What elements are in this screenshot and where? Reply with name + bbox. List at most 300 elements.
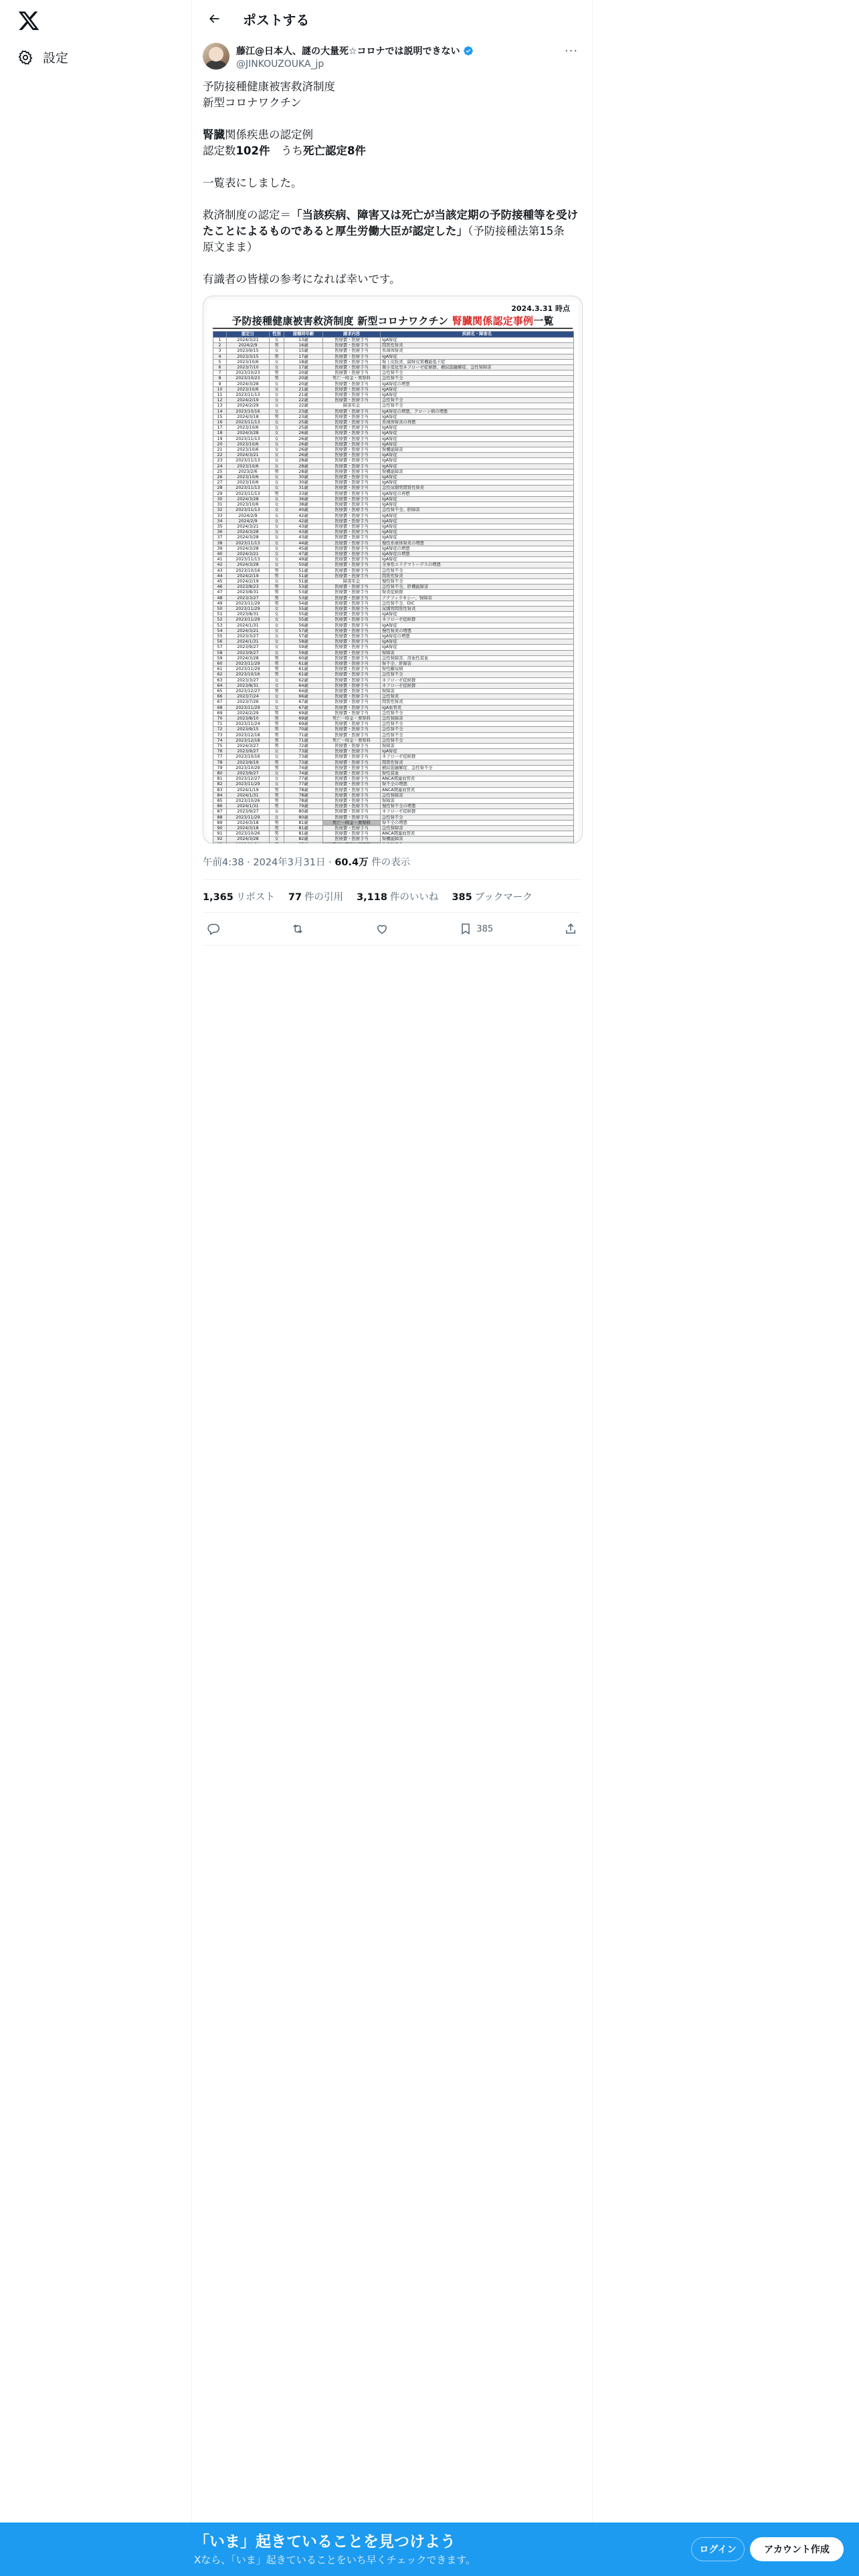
table-cell: 男 [270,414,284,419]
table-cell: 医療費・医療手当 [323,568,381,573]
table-cell: 21歳 [284,393,323,398]
table-cell: 男 [270,722,284,727]
table-cell: 男 [270,672,284,677]
table-cell: 38歳 [284,502,323,508]
table-cell: 医療費・医療手当 [323,815,381,820]
table-cell: 74歳 [284,765,323,770]
table-cell: 男 [270,831,284,837]
table-cell: 2023/9/27 [227,645,270,650]
table-row [213,760,574,765]
table-cell: 19 [213,436,227,441]
table-cell: 医療費・医療手当 [323,612,381,617]
table-cell: 30歳 [284,475,323,480]
table-cell: 医療費・医療手当 [323,710,381,716]
table-cell: 55歳 [284,617,323,623]
table-cell: 32 [213,508,227,513]
table-cell: 女 [270,557,284,562]
table-cell: 2023/8/10 [227,716,270,722]
table-cell: 80歳 [284,809,323,815]
table-cell: 10 [213,387,227,392]
table-row [213,496,574,502]
table-row [213,370,574,376]
author-name[interactable]: 藤江@日本人、謎の大量死☆コロナでは説明できない [236,46,460,57]
table-cell [213,842,227,844]
table-cell: 急性腎不全 [381,398,574,403]
table-cell: 2023/11/13 [227,491,270,496]
table-cell: 2023/10/6 [227,463,270,469]
table-cell: 女 [270,420,284,425]
table-cell: 女 [270,496,284,502]
table-cell: IgA腎症の増悪 [381,381,574,387]
table-cell: 2023/7/26 [227,700,270,705]
table-cell: 女 [270,617,284,623]
text-line: 新型コロナワクチン [203,96,302,109]
table-cell: 女 [270,650,284,655]
signup-banner [0,2523,859,2576]
quotes-label: 件の引用 [304,891,344,903]
table-row [213,782,574,787]
table-cell: 女 [270,409,284,414]
table-cell: IgA腎症 [381,441,574,447]
table-cell: 31 [213,502,227,508]
table-cell: 医療費・医療手当 [323,387,381,392]
table-cell: 2023/11/24 [227,722,270,727]
table-cell: 43歳 [284,530,323,535]
table-cell: 医療費・医療手当 [323,732,381,738]
text-bold: 腎臓 [203,128,225,141]
bookmark-count: 385 [476,924,494,934]
share-button[interactable] [564,922,577,936]
table-cell: 医療費・医療手当 [323,524,381,529]
table-cell: 13 [213,403,227,409]
table-cell: 46 [213,584,227,590]
table-cell: 78 [213,760,227,765]
table-cell: 女 [270,431,284,436]
quotes-stat[interactable] [288,889,343,903]
table-cell: 2024/3/18 [227,826,270,831]
table-cell: 男 [270,568,284,573]
table-row [213,677,574,683]
table-row [213,804,574,809]
nav-settings[interactable] [17,48,68,66]
table-cell: IgA腎症 [381,518,574,524]
table-cell: 医療費・医療手当 [323,744,381,749]
action-bar [203,913,581,946]
like-button[interactable] [375,922,389,936]
table-cell: 2023/11/29 [227,705,270,710]
text-line: 有識者の皆様の参考になれば幸いです。 [203,273,401,286]
table-cell: 29 [213,491,227,496]
table-cell: 医療費・医療手当 [323,502,381,508]
table-cell: 25 [213,469,227,474]
table-cell: 急性腎障害、溶血性貧血 [381,655,574,661]
table-cell: 女 [270,338,284,343]
table-cell: 5 [213,359,227,364]
table-cell: IgA腎症 [381,645,574,650]
table-cell: 36歳 [284,496,323,502]
table-cell: 横紋筋融解症、急性腎不全 [381,765,574,770]
table-cell: 男 [270,491,284,496]
table-cell: 62 [213,672,227,677]
table-cell: 女 [270,513,284,518]
table-cell: 医療費・医療手当 [323,837,381,842]
table-row [213,639,574,645]
table-cell: 医療費・医療手当 [323,354,381,359]
table-cell: 女 [270,749,284,754]
table-cell: 女 [270,486,284,491]
table-cell: 51歳 [284,573,323,578]
reply-button[interactable] [207,922,220,936]
repost-button[interactable] [291,922,304,936]
table-cell: 医療費・医療手当 [323,765,381,770]
table-cell: 2024/1/19 [227,787,270,792]
author-name-row [236,44,474,58]
table-cell: 女 [270,393,284,398]
table-cell: 59歳 [284,650,323,655]
table-cell: 72 [213,727,227,732]
table-cell: 2024/1/31 [227,804,270,809]
table-cell: 医療費・医療手当 [323,606,381,611]
post-date[interactable]: 2024年3月31日 [253,857,326,868]
table-cell: 男 [270,376,284,381]
table-cell: 2024/3/28 [227,562,270,568]
table-cell: 男 [270,727,284,732]
table-cell: 2023/10/16 [227,568,270,573]
top-bar [192,0,592,37]
table-cell: 2023/9/27 [227,650,270,655]
table-cell: 44歳 [284,540,323,546]
table-cell: 医療費・医療手当 [323,431,381,436]
table-cell: 2023/11/13 [227,420,270,425]
table-cell: 医療費・医療手当 [323,436,381,441]
table-row [213,557,574,562]
table-row [213,765,574,770]
table-cell: 医療費・医療手当 [323,398,381,403]
table-row [213,393,574,398]
table-cell: 41 [213,557,227,562]
table-cell: IgA腎症 [381,387,574,392]
table-cell: 2023/10/26 [227,831,270,837]
table-cell: 2024/3/28 [227,655,270,661]
table-row [213,578,574,584]
table-cell: IgA血管炎 [381,705,574,710]
table-cell [270,842,284,844]
table-row [213,831,574,837]
table-cell: 医療費・医療手当 [323,584,381,590]
bookmarks-count: 385 [452,891,472,903]
table-cell: 医療費・医療手当 [323,551,381,556]
table-cell: 医療費・医療手当 [323,705,381,710]
table-cell: 64 [213,683,227,688]
table-cell: 63 [213,677,227,683]
table-cell: 1 [213,338,227,343]
table-cell: 81 [213,776,227,782]
table-cell: 49 [213,601,227,606]
table-cell: 16 [213,420,227,425]
table-cell: 67歳 [284,705,323,710]
table-cell: 女 [270,562,284,568]
table-cell: 2023/10/6 [227,425,270,431]
table-row [213,798,574,804]
table-cell: 間質性腎炎 [381,760,574,765]
table-cell: 45歳 [284,546,323,551]
table-row [213,365,574,370]
table-cell: 11 [213,393,227,398]
reposts-stat[interactable] [203,889,275,903]
table-cell: 78歳 [284,792,323,798]
table-cell: 女 [270,447,284,453]
signup-button[interactable]: アカウント作成 [750,2537,844,2561]
avatar[interactable] [203,43,229,70]
table-cell: 84 [213,792,227,798]
table-cell: IgA腎症 [381,463,574,469]
table-cell: IgA腎症 [381,414,574,419]
table-header-cell: 性別 [270,332,284,338]
table-cell: 女 [270,359,284,364]
table-cell: 54歳 [284,601,323,606]
table-cell: 糸球体腎炎 [381,348,574,354]
table-cell: 78歳 [284,798,323,804]
table-cell: 20歳 [284,381,323,387]
likes-stat[interactable] [357,889,438,903]
table-cell: 男 [270,595,284,601]
table-cell: 死亡一時金・葬祭料 [323,820,381,825]
table-cell: 医療費・医療手当 [323,573,381,578]
table-cell: 2023/10/6 [227,447,270,453]
table-cell: 51 [213,612,227,617]
table-cell: 42 [213,562,227,568]
banner-subtitle: Xなら、「いま」起きていることをいち早くチェックできます。 [194,2554,476,2566]
table-cell: 慢性腎炎の増悪 [381,628,574,633]
table-cell: 70 [213,716,227,722]
table-cell: 38 [213,540,227,546]
table-cell: 80 [213,771,227,776]
table-cell: 86 [213,804,227,809]
table-cell: IgA腎症の増悪 [381,633,574,639]
table-row [213,776,574,782]
table-cell: 医療費・医療手当 [323,381,381,387]
table-cell: 3 [213,348,227,354]
table-row [213,628,574,633]
table-cell: 急性腎不全 [381,732,574,738]
table-cell: 90 [213,826,227,831]
table-cell: 91 [213,831,227,837]
text-line [203,127,581,143]
table-cell: 2023/11/29 [227,782,270,787]
table-cell: 医療費・医療手当 [323,722,381,727]
table-cell: 2023/11/29 [227,815,270,820]
table-cell: 間質性腎炎 [381,700,574,705]
back-button[interactable] [203,7,225,30]
table-cell: 79 [213,765,227,770]
table-cell: 医療費・医療手当 [323,447,381,453]
table-cell: 61 [213,667,227,672]
table-cell: 78歳 [284,787,323,792]
table-cell: 女 [270,694,284,700]
table-cell: 72歳 [284,744,323,749]
table-cell: 医療費・医療手当 [323,601,381,606]
table-cell: 男 [270,343,284,348]
table-cell: 医療費・医療手当 [323,831,381,837]
sheet-title-b: 一覧 [533,315,554,327]
table-cell: 36 [213,530,227,535]
table-row [213,447,574,453]
sheet-divider [213,328,573,329]
table-cell: 医療費・医療手当 [323,628,381,633]
table-cell: 男 [270,787,284,792]
table-cell: 4 [213,354,227,359]
table-cell: 2024/3/28 [227,496,270,502]
table-cell: 2 [213,343,227,348]
table-cell [284,842,323,844]
table-cell: 53歳 [284,590,323,595]
table-cell: 2023/3/27 [227,595,270,601]
x-logo-icon[interactable] [17,9,40,32]
login-button[interactable]: ログイン [691,2537,745,2561]
table-cell: 女 [270,425,284,431]
text-bold: 死亡認定8件 [302,144,366,157]
table-cell: IgA腎症 [381,431,574,436]
table-cell: 急性腎障害 [381,792,574,798]
table-cell: 2023/12/27 [227,689,270,694]
table-cell: IgA腎症 [381,535,574,540]
post-author [203,43,581,70]
table-cell: 28 [213,486,227,491]
table-cell: 医療費・医療手当 [323,749,381,754]
likes-label: 件のいいね [389,891,439,903]
table-cell: 急性腎不全 [381,727,574,732]
table-cell: 2023/11/13 [227,540,270,546]
table-cell: 83 [213,787,227,792]
text-line [203,143,581,159]
repost-icon [291,922,304,936]
table-cell: 急性腎炎 [381,694,574,700]
table-row [213,535,574,540]
table-row [213,518,574,524]
table-cell: 61歳 [284,672,323,677]
table-cell: 女 [270,639,284,645]
post-time[interactable]: 午前4:38 [203,857,244,868]
table-cell: 30 [213,496,227,502]
table-cell: 医療費・医療手当 [323,650,381,655]
table-cell: 医療費・医療手当 [323,540,381,546]
table-cell: 27 [213,480,227,486]
table-cell: 2024/2/19 [227,573,270,578]
table-cell: 89 [213,820,227,825]
table-cell: 医療費・医療手当 [323,792,381,798]
table-cell: 2023/9/15 [227,348,270,354]
table-cell: 76 [213,749,227,754]
table-cell: 慢性糸球体腎炎の増悪 [381,540,574,546]
table-cell: 医療費・医療手当 [323,518,381,524]
bookmarks-stat[interactable] [452,889,532,903]
table-cell [227,842,270,844]
table-cell: 医療費・医療手当 [323,441,381,447]
table-cell: 男 [270,469,284,474]
table-cell: IgA腎症 [381,557,574,562]
table-cell: IgA腎症 [381,425,574,431]
table-cell: 医療費・医療手当 [323,359,381,364]
table-cell: 17歳 [284,365,323,370]
table-cell: 男 [270,584,284,590]
table-cell: 医療費・医療手当 [323,617,381,623]
table-cell [323,842,381,844]
table-cell: IgA腎症 [381,623,574,628]
table-cell: 61歳 [284,667,323,672]
table-cell: 医療費・医療手当 [323,393,381,398]
table-cell: アナフィラキシー、腎障害 [381,595,574,601]
table-cell: 2024/3/21 [227,551,270,556]
table-cell: 66歳 [284,694,323,700]
table-cell: 女 [270,530,284,535]
table-row [213,343,574,348]
table-cell: 2023/12/18 [227,738,270,743]
more-button[interactable] [561,43,581,59]
table-cell: 2024/2/9 [227,513,270,518]
table-cell: 男 [270,710,284,716]
table-cell: IgA腎症 [381,453,574,458]
table-cell: 20歳 [284,370,323,376]
table-cell: IgA腎症 [381,436,574,441]
table-cell: 12 [213,398,227,403]
table-cell: 26歳 [284,453,323,458]
table-cell: 医療費・医療手当 [323,776,381,782]
table-cell: 腎障害 [381,744,574,749]
table-cell: 急性腎不全 [381,722,574,727]
table-cell: 尿細管間質性腎炎 [381,606,574,611]
table-cell: 33歳 [284,491,323,496]
table-cell: 74歳 [284,771,323,776]
text-span: 関係疾患の認定例 [225,128,313,141]
table-row [213,573,574,578]
table-cell: 2023/11/29 [227,617,270,623]
table-cell: 74 [213,738,227,743]
table-cell: IgA腎症 [381,496,574,502]
table-row [213,348,574,354]
table-cell: 2023/11/13 [227,508,270,513]
author-handle[interactable]: @JINKOUZOUKA_jp [236,59,324,70]
table-cell: 医療費・医療手当 [323,645,381,650]
table-cell: 女 [270,551,284,556]
table-cell: 医療費・医療手当 [323,425,381,431]
table-cell: 医療費・医療手当 [323,694,381,700]
table-cell: 34 [213,518,227,524]
table-cell: 女 [270,348,284,354]
table-cell: 医療費・医療手当 [323,480,381,486]
table-cell: 医療費・医療手当 [323,655,381,661]
table-cell: ネフローゼ症候群 [381,754,574,760]
table-cell: 女 [270,776,284,782]
table-cell: 男 [270,689,284,694]
table-cell: 73歳 [284,760,323,765]
bookmark-button[interactable] [459,922,493,936]
table-cell: 医療費・医療手当 [323,496,381,502]
table-cell: 2024/2/19 [227,398,270,403]
table-cell: 男 [270,798,284,804]
table-cell: 医療費・医療手当 [323,683,381,688]
table-cell: 28歳 [284,463,323,469]
table-cell: IgA腎症 [381,639,574,645]
table-cell: 40 [213,551,227,556]
table-cell: 56 [213,639,227,645]
post-image[interactable] [203,296,583,844]
table-cell: 2023/9/27 [227,809,270,815]
table-row [213,820,574,825]
table-cell: 15歳 [284,348,323,354]
table-cell: 腎上皮肢炎、副腎皮質機能低下症 [381,359,574,364]
table-cell: 女 [270,535,284,540]
table-cell: 女 [270,546,284,551]
